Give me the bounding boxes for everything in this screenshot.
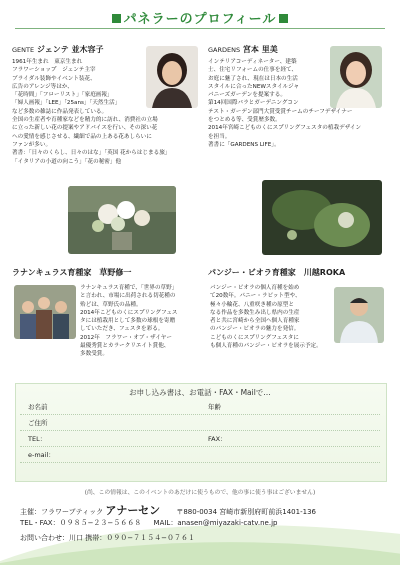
tel-label: TEL： [28, 435, 47, 443]
panelist-2-photo [330, 46, 382, 108]
fax-label: FAX： [208, 435, 227, 443]
panelist-4-photo [334, 287, 384, 343]
panelist-3-photo [14, 285, 76, 339]
panelist-2-name: GARDENS 宮本 里美 [208, 45, 278, 54]
form-row-address[interactable] [20, 414, 380, 431]
email-address[interactable]: MAIL：anasen@miyazaki-catv.ne.jp [153, 519, 278, 527]
panelist-3-bio: ラナンキュラス育種で、「世界の草野」 と言われ、市場に出荷される切花種の 殆どは、草野氏の品種。 2014年こどものくにスプリングフェス タには植栽用として多数の球根を寄贈 していただき、フェスタを彩る。 2012年 フラワー・オブ・ザイヤー 最優秀賞とカラークリエイト賞他、 多数受賞。 [80, 285, 178, 358]
form-heading: お申し込み書は、お電話・FAX・Mailで… [129, 388, 271, 397]
inquiry-line: お問い合わせ：川口 携帯：０９０−７１５４−０７６１ [20, 534, 195, 542]
address-label: ご住所 [28, 419, 48, 427]
page-title: パネラーのプロフィール [0, 8, 400, 27]
panelist-3-name: ラナンキュラス育種家 草野修一 [12, 268, 132, 277]
flower-arrangement-photo [68, 186, 176, 254]
title-divider [15, 28, 385, 29]
age-label: 年齢 [208, 403, 221, 411]
form-row-phone[interactable] [20, 430, 380, 447]
square-icon [279, 14, 288, 23]
privacy-note: (尚、この情報は、このイベントのあだけに使うもので、他の事に使う事はございません) [84, 490, 316, 496]
panelist-2-bio: インテリアコーディネーター、建築 士、住宅リフォームの仕事を経て、 お庭に魅了され、現在は日本の生活 スタイルに合ったNEWスタイルジャ パニーズガーデンを提案する。 第14回国際バラとガーデニングコン テスト・ガーデン部門大賞受賞チームのチーフデザイナー をつとめる等、受賞歴多数。 2014年宮崎こどものくにスプリングフェスタの植栽デザイン を担当。 著書に「GARDENS LIFE」。 [208, 59, 362, 148]
contact-line: TEL・FAX：０９８５−２３−５６６８ MAIL：anasen@miyazaki-catv.ne.jp [20, 519, 278, 527]
panelist-1-bio: 1961年生まれ 東京生まれ フラワーショップ ジェンテ主宰 ブライダル装飾やイベント装花、 広告のアレンジ等はか、 「花時間」「フローリスト」「家庭画報」 「婦人画報」「LEE」「25ans」「天然生活」 など多数の雑誌に作品発表している。 全国の生産者や育種家などを精力的に訪れ、消費社の立場 に立った新しい花の提案やアドバイスを行い、その深い花 への愛情を感じさせる、繊細で品の上ある花あしらいに ファンが多い。 著書：「日々のくらし、日々のはな」「英国 花からはじまる旅」 「イタリアの小道の向こう」「花の秘密」他 [12, 59, 171, 165]
brand-name: アナーセン [105, 504, 161, 517]
panelist-4-name: パンジー・ビオラ育種家 川越ROKA [208, 268, 346, 277]
garden-photo [262, 180, 382, 255]
panelist-4-bio: パンジー・ビオラの個人育種を始め て20数年。パニー・ラビット型や、 極々小輪花、八重咲き種の原型と なる作品を多数生み出し県内の生産 者と共に宮崎から全国へ個人育種家 のパンジー・ビオラの魅力を発信。 こどものくにスプリングフェスタに も個人育種のパンジー・ビオラを展示予定。 [210, 285, 322, 350]
email-label: e-mail： [28, 451, 55, 459]
panelist-1-name: GENTE ジェンテ 並木容子 [12, 45, 104, 54]
panelist-1-photo [146, 46, 198, 108]
sponsor-line: 主催：フラワーブティック アナーセン 〒880-0034 宮崎市新別府町前浜1401-136 [20, 504, 316, 517]
form-row-email[interactable] [20, 446, 380, 463]
square-icon [112, 14, 121, 23]
name-label: お名前 [28, 403, 48, 411]
form-row-name[interactable] [20, 398, 380, 415]
